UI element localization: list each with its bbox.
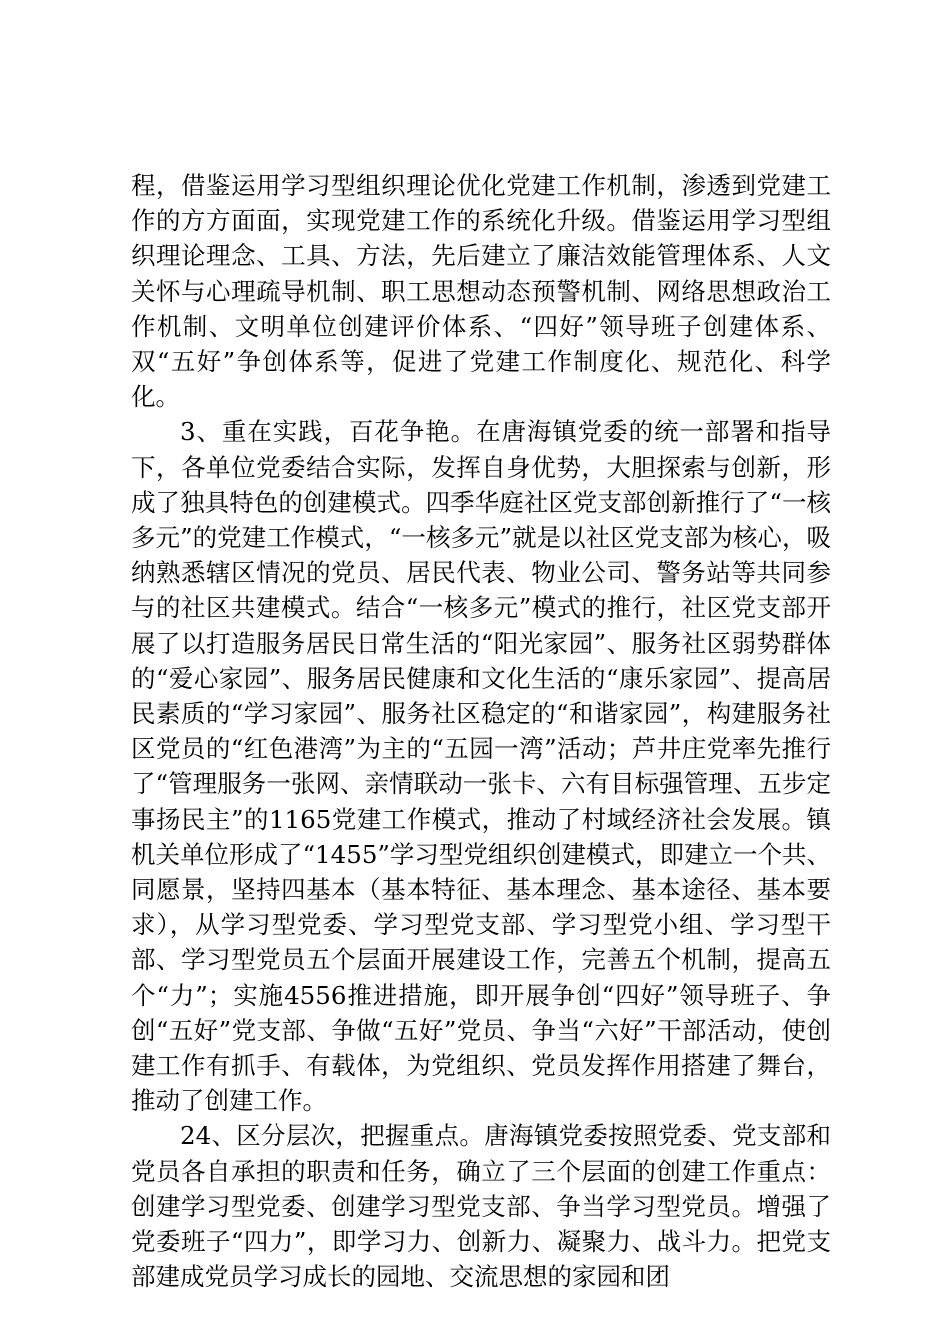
- paragraph-continuation: 程，借鉴运用学习型组织理论优化党建工作机制，渗透到党建工作的方方面面，实现党建工作的系统化升级。借鉴运用学习型组织理论理念、工具、方法，先后建立了廉洁效能管理体系、人文关怀与心理疏导机制、职工思想动态预警机制、网络思想政治工作机制、文明单位创建评价体系、“四好”领导班子创建体系、双“五好”争创体系等，促进了党建工作制度化、规范化、科学化。: [131, 171, 831, 412]
- paragraph-practice: 3、重在实践，百花争艳。在唐海镇党委的统一部署和指导下，各单位党委结合实际，发挥自身优势，大胆探索与创新，形成了独具特色的创建模式。四季华庭社区党支部创新推行了“一核多元”的党建工作模式，“一核多元”就是以社区党支部为核心，吸纳熟悉辖区情况的党员、居民代表、物业公司、警务站等共同参与的社区共建模式。结合“一核多元”模式的推行，社区党支部开展了以打造服务居民日常生活的“阳光家园”、服务社区弱势群体的“爱心家园”、服务居民健康和文化生活的“康乐家园”、提高居民素质的“学习家园”、服务社区稳定的“和谐家园”，构建服务社区党员的“红色港湾”为主的“五园一湾”活动；芦井庄党率先推行了“管理服务一张网、亲情联动一张卡、六有目标强管理、五步定事扬民主”的1165党建工作模式，推动了村域经济社会发展。镇机关单位形成了“1455”学习型党组织创建模式，即建立一个共、同愿景，坚持四基本（基本特征、基本理念、基本途径、基本要求），从学习型党委、学习型党支部、学习型党小组、学习型干部、学习型党员五个层面开展建设工作，完善五个机制，提高五个“力”；实施4556推进措施，即开展争创“四好”领导班子、争创“五好”党支部、争做“五好”党员、争当“六好”干部活动，使创建工作有抓手、有载体，为党组织、党员发挥作用搭建了舞台，推动了创建工作。: [131, 417, 831, 1116]
- document-body: [131, 168, 831, 1295]
- paragraph-levels: 24、区分层次，把握重点。唐海镇党委按照党委、党支部和党员各自承担的职责和任务，确立了三个层面的创建工作重点：创建学习型党委、创建学习型党支部、争当学习型党员。增强了党委班子“四力”，即学习力、创新力、凝聚力、战斗力。把党支部建成党员学习成长的园地、交流思想的家园和团: [131, 1121, 831, 1292]
